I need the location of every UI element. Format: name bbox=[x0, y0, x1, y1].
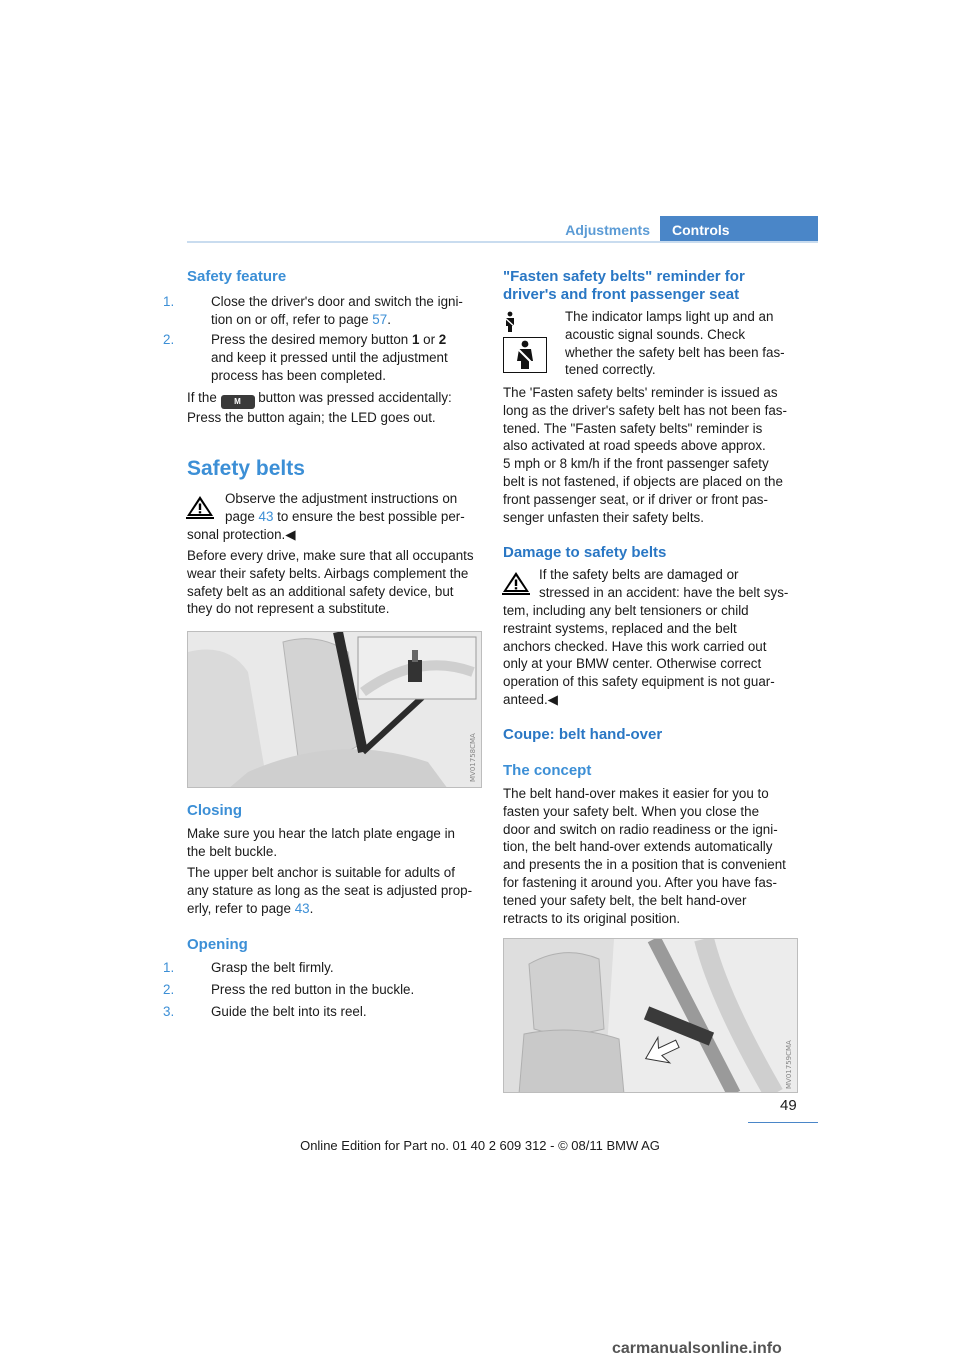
page-link-43[interactable]: 43 bbox=[258, 508, 274, 524]
seatbelt-indicator-icon bbox=[503, 311, 517, 333]
step-text: Press the desired memory button bbox=[211, 332, 412, 347]
step-number: 2. bbox=[163, 332, 175, 347]
belt-handover-illustration bbox=[503, 938, 798, 1093]
running-header-chapter: Controls bbox=[660, 216, 818, 242]
svg-text:MV01758CMA: MV01758CMA bbox=[469, 733, 477, 782]
step-text: tion on or off, refer to page bbox=[211, 311, 373, 327]
reminder-description: The 'Fasten safety belts' reminder is issued as long as the driver's safety belt has not been fas- tened. The "Fasten safety belts" reminder is also activated at road speeds above approx. 5 mph or 8 km/h if the front passenger safety belt is not fastened, if objects are placed on the front passenger seat, or if driver or front pas- senger unfasten their safety belts. bbox=[503, 385, 787, 525]
heading-opening: Opening bbox=[187, 936, 248, 953]
reminder-indicator-text: The indicator lamps light up and an acoustic signal sounds. Check whether the safety belt has been fas- tened correctly. bbox=[565, 309, 785, 378]
memory-button-icon: M bbox=[221, 395, 255, 409]
opening-step-2: 2. Press the red button in the buckle. bbox=[163, 982, 415, 997]
closing-para-2: The upper belt anchor is suitable for adults of any stature as long as the seat is adjusted prop- erly, refer to page 43. bbox=[187, 865, 473, 916]
safety-feature-step-2: 2. Press the desired memory button 1 or 2 and keep it pressed until the adjustment process has been completed. bbox=[163, 332, 448, 383]
step-number: 1. bbox=[163, 294, 175, 309]
running-header-section: Adjustments bbox=[565, 222, 650, 238]
svg-text:MV01759CMA: MV01759CMA bbox=[785, 1040, 793, 1089]
concept-text: The belt hand-over makes it easier for you to fasten your safety belt. When you close the door and switch on radio readiness or the igni- tion, the belt hand-over extends automatically and presents the in a position that is convenient for fastening it around you. After you have fas- tened your safety belt, the belt hand-over retracts to its original position. bbox=[503, 786, 786, 926]
page-number: 49 bbox=[780, 1097, 797, 1114]
heading-closing: Closing bbox=[187, 802, 242, 819]
damage-warning-b: tem, including any belt tensioners or child restraint systems, replaced and the belt anchors checked. Have this work carried out only at your BMW center. Otherwise correct operation of this safety equipment is not guar- anteed.◀ bbox=[503, 603, 775, 707]
step-text: Close the driver's door and switch the igni- bbox=[211, 294, 463, 309]
safety-feature-step-1: 1. Close the driver's door and switch the igni- tion on or off, refer to page 57. bbox=[163, 294, 463, 327]
heading-safety-feature: Safety feature bbox=[187, 268, 287, 285]
safety-belts-warning-a: Observe the adjustment instructions on page 43 to ensure the best possible per- bbox=[225, 491, 465, 524]
page-link-57[interactable]: 57 bbox=[372, 311, 388, 327]
warning-icon bbox=[186, 495, 214, 519]
seat-belt-illustration bbox=[187, 631, 482, 788]
opening-step-3: 3. Guide the belt into its reel. bbox=[163, 1004, 367, 1019]
damage-warning-a: If the safety belts are damaged or stressed in an accident: have the belt sys- bbox=[539, 567, 789, 600]
footer-edition: Online Edition for Part no. 01 40 2 609 312 - © 08/11 BMW AG bbox=[300, 1138, 660, 1153]
heading-damage: Damage to safety belts bbox=[503, 544, 667, 561]
heading-fasten-reminder: "Fasten safety belts" reminder for driver's and front passenger seat bbox=[503, 268, 745, 303]
seatbelt-warning-lamp-icon bbox=[503, 337, 547, 373]
footer-rule bbox=[748, 1122, 818, 1123]
safety-belts-intro: Before every drive, make sure that all occupants wear their safety belts. Airbags complement the safety belt as an additional safety device, but they do not represent a substitute. bbox=[187, 548, 474, 617]
opening-step-1: 1. Grasp the belt firmly. bbox=[163, 960, 334, 975]
safety-belts-warning-b: sonal protection.◀ bbox=[187, 527, 296, 542]
watermark: carmanualsonline.info bbox=[612, 1340, 782, 1357]
heading-the-concept: The concept bbox=[503, 762, 592, 779]
memory-button-note: If the M button was pressed accidentally: Press the button again; the LED goes out. bbox=[187, 390, 452, 425]
heading-coupe-belt-handover: Coupe: belt hand-over bbox=[503, 726, 663, 743]
heading-safety-belts: Safety belts bbox=[187, 457, 305, 480]
header-rule bbox=[187, 241, 818, 243]
page-link-43[interactable]: 43 bbox=[294, 900, 310, 916]
closing-para-1: Make sure you hear the latch plate engage in the belt buckle. bbox=[187, 826, 455, 859]
warning-icon bbox=[502, 571, 530, 595]
